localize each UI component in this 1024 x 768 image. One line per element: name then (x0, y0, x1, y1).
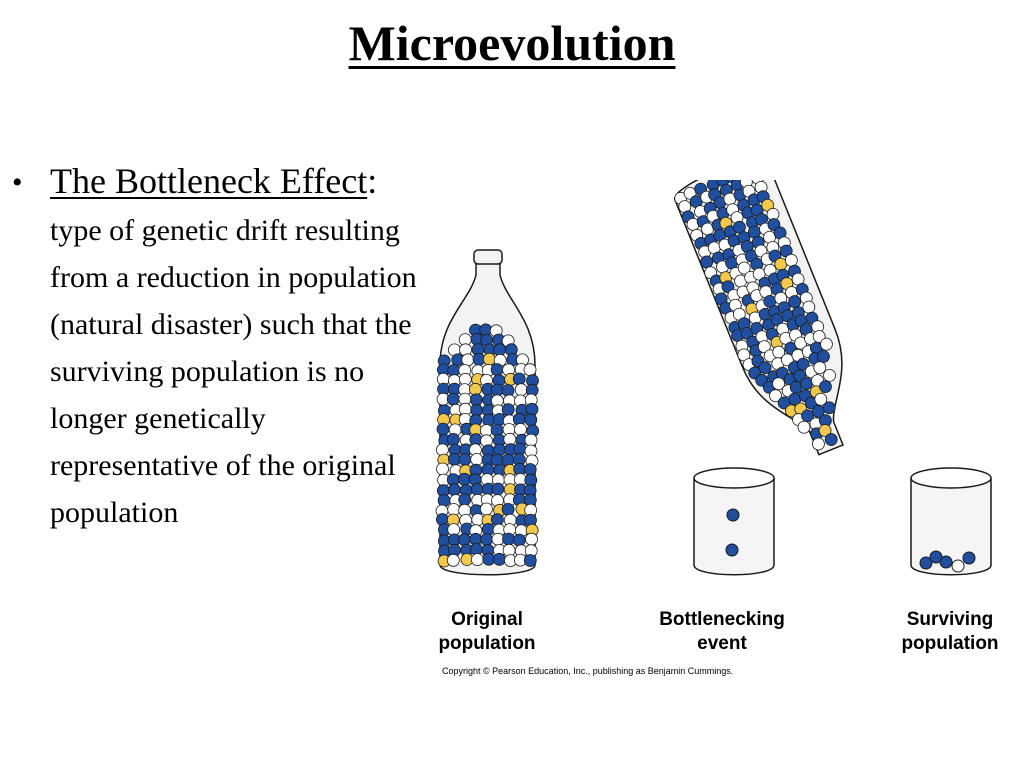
label-surviving-line1: Surviving (906, 609, 994, 630)
marble (438, 495, 450, 507)
bottleneck-cup (694, 468, 774, 575)
falling-marble (727, 509, 739, 521)
label-surviving-population (896, 608, 1004, 656)
marble (491, 384, 503, 396)
bullet-marker: • (12, 166, 23, 199)
marble (491, 514, 503, 526)
label-surviving-line2: population (901, 633, 999, 654)
marble (458, 534, 470, 546)
marble (503, 533, 515, 545)
copyright-note: Copyright © Pearson Education, Inc., publishing as Benjamin Cummings. (442, 666, 734, 676)
marble (515, 384, 527, 396)
bottleneck-illustration (430, 180, 1010, 600)
bottle-lip (474, 250, 502, 264)
marble (483, 353, 495, 365)
bullet-text (50, 160, 422, 539)
marble (524, 555, 536, 567)
marble (493, 553, 505, 565)
marble (525, 414, 537, 426)
marble (471, 483, 483, 495)
marble (459, 494, 471, 506)
marble (524, 364, 536, 376)
label-bottlenecking-event (654, 608, 790, 656)
marble (492, 483, 504, 495)
marble (526, 533, 538, 545)
label-bottleneck-line1: Bottlenecking (659, 609, 785, 630)
marble (447, 393, 459, 405)
marble (459, 454, 471, 466)
label-original-population (432, 608, 542, 656)
surviving-marble (963, 552, 975, 564)
bullet-description: type of genetic drift resulting from a reduction in population (natural disaster) such that the surviving population is no longer genetically representative of the original population (50, 214, 417, 529)
marble (471, 453, 483, 465)
marble (502, 404, 514, 416)
surviving-marble (940, 556, 952, 568)
label-original-line2: population (438, 633, 536, 654)
marble (447, 554, 459, 566)
original-bottle (436, 250, 539, 575)
marble (471, 554, 483, 566)
marble (462, 354, 474, 366)
marble (494, 344, 506, 356)
falling-marble (726, 544, 738, 556)
marble (458, 473, 470, 485)
label-bottleneck-line2: event (697, 633, 747, 654)
marble (502, 503, 514, 515)
bottleneck-figure (430, 180, 1010, 690)
marble (491, 364, 503, 376)
surviving-cup (911, 468, 991, 575)
bullet-term: The Bottleneck Effect (50, 161, 368, 201)
bullet-colon: : (367, 161, 378, 201)
marble (515, 424, 527, 436)
marble (513, 373, 525, 385)
pouring-marbles (672, 180, 868, 466)
label-original-line1: Original (451, 609, 523, 630)
slide-title: Microevolution (348, 15, 676, 71)
original-population-marbles (436, 324, 539, 567)
marble (437, 423, 449, 435)
surviving-marble (952, 560, 964, 572)
pouring-bottle (671, 180, 877, 469)
marble (437, 463, 449, 475)
marble (447, 433, 459, 445)
marble (481, 534, 493, 546)
marble (513, 534, 525, 546)
marble (526, 403, 538, 415)
marble (524, 464, 536, 476)
marble (449, 484, 461, 496)
marble (480, 503, 492, 515)
marble (483, 553, 495, 565)
marble (525, 434, 537, 446)
bullet-item (12, 160, 422, 539)
